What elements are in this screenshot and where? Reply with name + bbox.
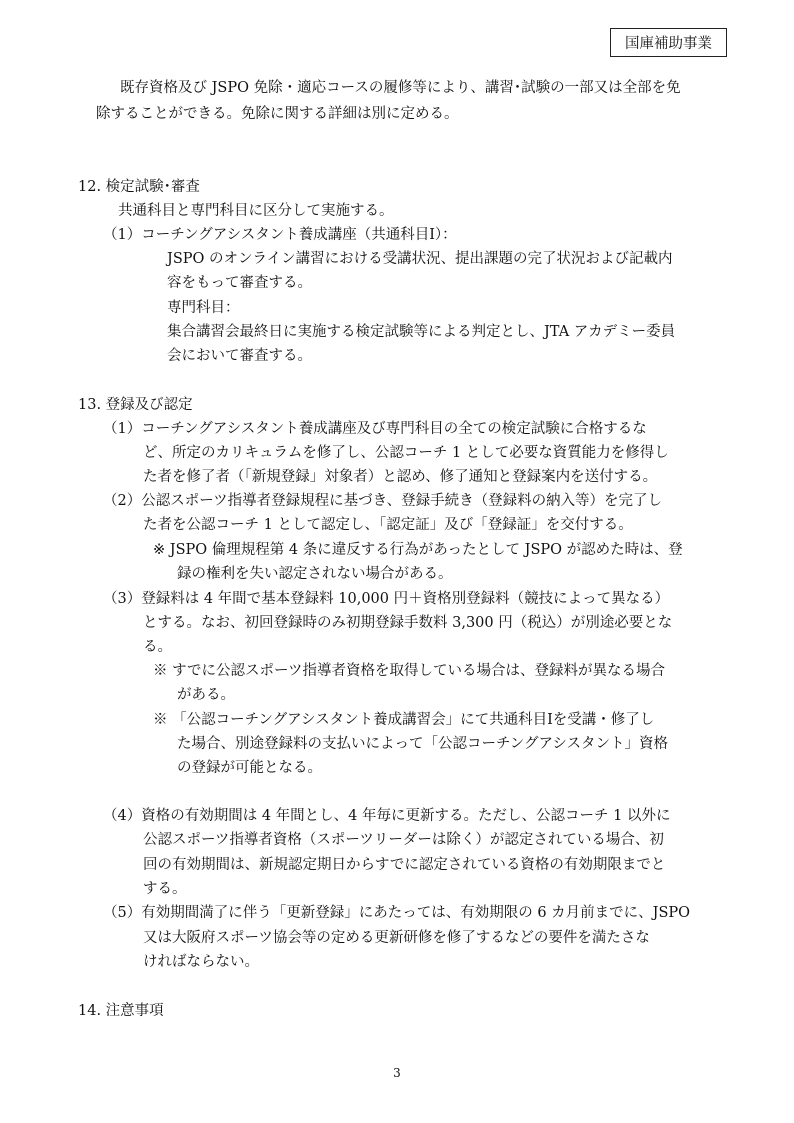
section-13-line: とする。なお、初回登録時のみ初期登録手数料 3,300 円（税込）が別途必要とな [143, 615, 673, 631]
section-13-line: た者を公認コーチ 1 として認定し、「認定証」及び「登録証」を交付する。 [143, 517, 633, 533]
section-13-line: がある。 [177, 687, 235, 703]
section-13-line: 録の権利を失い認定されない場合がある。 [177, 566, 453, 582]
section-13-item: （4）資格の有効期間は 4 年間とし、4 年毎に更新する。ただし、公認コーチ 1 以外に [103, 808, 671, 824]
section-13-item: （5）有効期間満了に伴う「更新登録」にあたっては、有効期限の 6 カ月前までに、JSPO [103, 905, 691, 921]
section-13-note: ※ 「公認コーチングアシスタント養成講習会」にて共通科目Ⅰを受講・修了し [153, 712, 655, 728]
section-13-heading: 13. 登録及び認定 [78, 397, 193, 413]
section-12-line: 共通科目と専門科目に区分して実施する。 [118, 203, 394, 219]
section-12-line: 容をもって審査する。 [167, 275, 312, 291]
section-13-line: ど、所定のカリキュラムを修了し、公認コーチ 1 として必要な資質能力を修得し [143, 445, 669, 461]
section-13-line: 又は大阪府スポーツ協会等の定める更新研修を修了するなどの要件を満たさな [143, 930, 650, 946]
section-13-item: （2）公認スポーツ指導者登録規程に基づき、登録手続き（登録料の納入等）を完了し [103, 493, 663, 509]
section-13-note: ※ JSPO 倫理規程第 4 条に違反する行為があったとして JSPO が認めた時は、登 [153, 542, 683, 558]
intro-line: 除することができる。免除に関する詳細は別に定める。 [96, 106, 459, 122]
section-13-item: （1）コーチングアシスタント養成講座及び専門科目の全ての検定試験に合格するな [103, 421, 647, 437]
section-13-line: する。 [143, 881, 187, 897]
section-13-line: ければならない。 [143, 954, 259, 970]
section-13-item: （3）登録料は 4 年間で基本登録料 10,000 円＋資格別登録料（競技によって異なる） [103, 591, 670, 607]
section-13-line: る。 [143, 639, 172, 655]
section-12-heading: 12. 検定試験･審査 [78, 179, 200, 195]
section-13-line: た者を修了者（「新規登録」対象者）と認め、修了通知と登録案内を送付する。 [143, 469, 658, 485]
section-13-line: た場合、別途登録料の支払いによって「公認コーチングアシスタント」資格 [177, 736, 668, 752]
section-12-line: 集合講習会最終日に実施する検定試験等による判定とし、JTA アカデミー委員 [167, 324, 676, 340]
intro-line: 既存資格及び JSPO 免除・適応コースの履修等により、講習･試験の一部又は全部を免 [120, 80, 681, 96]
page-number: 3 [393, 1066, 401, 1080]
section-12-item: （1）コーチングアシスタント養成講座（共通科目Ⅰ）： [103, 227, 457, 243]
section-13-line: の登録が可能となる。 [177, 760, 322, 776]
national-subsidy-badge: 国庫補助事業 [610, 28, 727, 57]
section-12-subheading: 専門科目： [167, 300, 240, 316]
section-14-heading: 14. 注意事項 [78, 1003, 164, 1019]
section-12-line: 会において審査する。 [167, 348, 312, 364]
section-13-note: ※ すでに公認スポーツ指導者資格を取得している場合は、登録料が異なる場合 [153, 663, 665, 679]
section-13-line: 公認スポーツ指導者資格（スポーツリーダーは除く）が認定されている場合、初 [143, 832, 664, 848]
section-13-line: 回の有効期間は、新規認定期日からすでに認定されている資格の有効期限までと [143, 857, 666, 873]
section-12-line: JSPO のオンライン講習における受講状況、提出課題の完了状況および記載内 [167, 251, 673, 267]
